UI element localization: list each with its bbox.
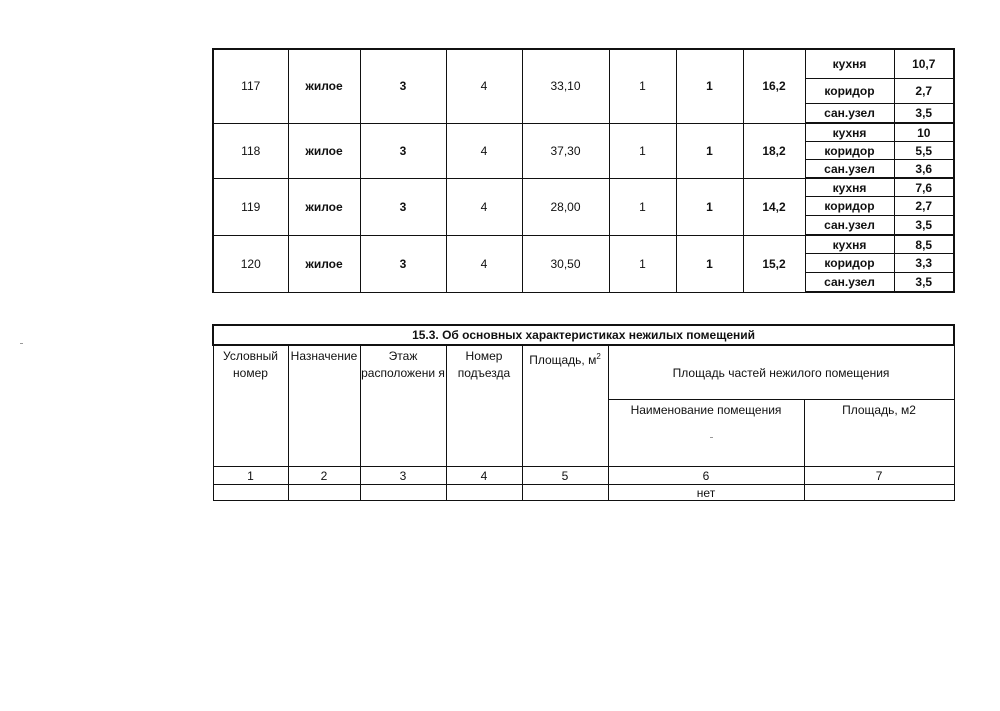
unit-area-cell: 28,00 [522, 178, 609, 235]
unit-entrance-cell: 4 [446, 49, 522, 123]
unit-number-cell: 119 [213, 178, 288, 235]
table-row [213, 178, 954, 197]
part-name-cell: кухня [805, 235, 894, 254]
table-row [213, 123, 954, 142]
part-name-cell: коридор [805, 197, 894, 216]
none-value: нет [608, 485, 804, 501]
header-entrance: Номер подъезда [446, 345, 522, 467]
part-area-cell: 3,6 [894, 160, 954, 179]
column-number: 6 [608, 467, 804, 485]
unit-number-cell: 120 [213, 235, 288, 292]
empty-cell [522, 485, 608, 501]
scan-speck [20, 343, 23, 344]
part-area-cell: 2,7 [894, 197, 954, 216]
part-name-cell: коридор [805, 142, 894, 160]
empty-cell [288, 485, 360, 501]
unit-purpose-cell: жилое [288, 123, 360, 178]
unit-entrance-cell: 4 [446, 235, 522, 292]
header-area-sup: 2 [596, 352, 601, 361]
unit-entrance-cell: 4 [446, 123, 522, 178]
part-name-cell: кухня [805, 178, 894, 197]
part-name-cell: сан.узел [805, 216, 894, 236]
part-area-cell: 7,6 [894, 178, 954, 197]
unit-living-area-cell: 15,2 [743, 235, 805, 292]
part-area-cell: 2,7 [894, 79, 954, 104]
unit-number-cell: 118 [213, 123, 288, 178]
part-name-cell: сан.узел [805, 273, 894, 293]
column-number: 7 [804, 467, 954, 485]
part-area-cell: 3,3 [894, 254, 954, 273]
residential-units-table [212, 48, 955, 293]
part-area-cell: 10 [894, 123, 954, 142]
part-area-cell: 5,5 [894, 142, 954, 160]
part-area-cell: 3,5 [894, 216, 954, 236]
unit-living-area-cell: 16,2 [743, 49, 805, 123]
unit-number-cell: 117 [213, 49, 288, 123]
unit-floor-cell: 3 [360, 123, 446, 178]
header-room-name: Наименование помещения [608, 400, 804, 467]
unit-living-area-cell: 14,2 [743, 178, 805, 235]
unit-rooms-cell: 1 [676, 49, 743, 123]
column-number: 2 [288, 467, 360, 485]
header-purpose: Назначение [288, 345, 360, 467]
table-row [213, 235, 954, 254]
part-name-cell: коридор [805, 254, 894, 273]
part-name-cell: сан.узел [805, 104, 894, 124]
unit-floor-cell: 3 [360, 178, 446, 235]
part-area-cell: 3,5 [894, 273, 954, 293]
part-area-cell: 8,5 [894, 235, 954, 254]
unit-floor-cell: 3 [360, 49, 446, 123]
unit-rooms-cell: 1 [609, 178, 676, 235]
unit-entrance-cell: 4 [446, 178, 522, 235]
section-title: 15.3. Об основных характеристиках нежилых помещений [213, 325, 954, 345]
header-conditional-number: Условный номер [213, 345, 288, 467]
unit-rooms-cell: 1 [676, 235, 743, 292]
header-parts-group: Площадь частей нежилого помещения [608, 345, 954, 400]
column-number: 5 [522, 467, 608, 485]
empty-cell [213, 485, 288, 501]
unit-purpose-cell: жилое [288, 178, 360, 235]
unit-floor-cell: 3 [360, 235, 446, 292]
unit-area-cell: 33,10 [522, 49, 609, 123]
unit-rooms-cell: 1 [609, 123, 676, 178]
part-area-cell: 3,5 [894, 104, 954, 124]
unit-rooms-cell: 1 [676, 178, 743, 235]
unit-area-cell: 37,30 [522, 123, 609, 178]
header-part-area: Площадь, м2 [804, 400, 954, 467]
scan-speck [710, 437, 713, 438]
part-name-cell: кухня [805, 123, 894, 142]
unit-area-cell: 30,50 [522, 235, 609, 292]
unit-living-area-cell: 18,2 [743, 123, 805, 178]
unit-rooms-cell: 1 [676, 123, 743, 178]
part-area-cell: 10,7 [894, 49, 954, 79]
part-name-cell: кухня [805, 49, 894, 79]
header-floor: Этаж расположени я [360, 345, 446, 467]
unit-rooms-cell: 1 [609, 49, 676, 123]
unit-purpose-cell: жилое [288, 49, 360, 123]
unit-purpose-cell: жилое [288, 235, 360, 292]
header-area-text: Площадь, м [529, 353, 597, 367]
empty-cell [360, 485, 446, 501]
column-number: 4 [446, 467, 522, 485]
unit-rooms-cell: 1 [609, 235, 676, 292]
empty-cell [804, 485, 954, 501]
table-row [213, 49, 954, 79]
nonresidential-table [212, 324, 955, 501]
part-name-cell: сан.узел [805, 160, 894, 179]
column-number: 1 [213, 467, 288, 485]
header-area [522, 345, 608, 467]
part-name-cell: коридор [805, 79, 894, 104]
empty-cell [446, 485, 522, 501]
column-number: 3 [360, 467, 446, 485]
